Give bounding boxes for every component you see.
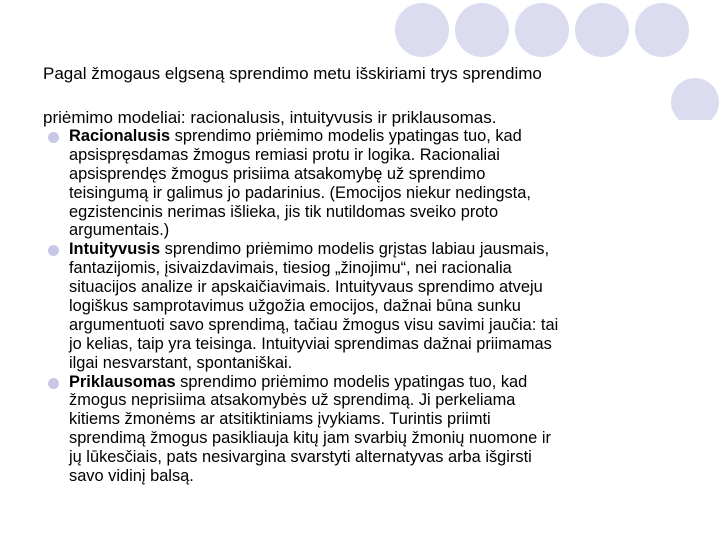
bullet-line: teisingumą ir galimus jo padarinius. (Emocijos niekur nedingsta, bbox=[69, 183, 531, 202]
bullet-list bbox=[48, 127, 678, 486]
decorative-circle bbox=[671, 78, 719, 120]
decorative-circle bbox=[635, 3, 689, 57]
bullet-line: žmogus neprisiima atsakomybės už sprendimą. Ji perkeliama bbox=[69, 391, 516, 410]
bullet-line: argumentais.) bbox=[69, 221, 170, 240]
bullet-text: sprendimo priėmimo modelis grįstas labiau jausmais, bbox=[160, 240, 550, 259]
bullet-dot-icon bbox=[48, 132, 59, 143]
decorative-circle bbox=[395, 3, 449, 57]
bullet-line: apsispręsdamas žmogus remiasi protu ir logika. Racionaliai bbox=[69, 145, 500, 164]
bullet-item-intuityvusis bbox=[48, 240, 678, 372]
bullet-line: situacijos analize ir apskaičiavimais. Intuityvaus sprendimo atveju bbox=[69, 278, 543, 297]
bullet-dot-icon bbox=[48, 245, 59, 256]
heading-line: Pagal žmogaus elgseną sprendimo metu išskiriami trys sprendimo bbox=[43, 64, 542, 83]
bullet-term: Intuityvusis bbox=[69, 240, 161, 259]
bullet-line: sprendimą žmogus pasikliauja kitų jam svarbių žmonių nuomone ir bbox=[69, 429, 551, 448]
bullet-line bbox=[69, 373, 678, 392]
bullet-term: Racionalusis bbox=[69, 127, 171, 145]
bullet-item-racionalusis bbox=[48, 127, 678, 240]
bullet-line bbox=[69, 240, 678, 259]
bullet-line: savo vidinį balsą. bbox=[69, 467, 194, 486]
bullet-line: ilgai nesvarstant, spontaniškai. bbox=[69, 353, 293, 372]
heading-line: priėmimo modeliai: racionalusis, intuityvusis ir priklausomas. bbox=[43, 108, 497, 127]
decorative-circle bbox=[575, 3, 629, 57]
decorative-circle bbox=[455, 3, 509, 57]
bullet-dot-icon bbox=[48, 378, 59, 389]
bullet-line: apsisprendęs žmogus prisiima atsakomybę už sprendimo bbox=[69, 164, 486, 183]
bullet-term: Priklausomas bbox=[69, 372, 176, 391]
bullet-line: jo kelias, taip yra teisinga. Intuityviai sprendimas dažnai priimamas bbox=[69, 334, 552, 353]
bullet-line: egzistencinis nerimas išlieka, jis tik nutildomas sveiko proto bbox=[69, 202, 499, 221]
bullet-text: sprendimo priėmimo modelis ypatingas tuo, kad bbox=[170, 127, 522, 145]
bullet-line: kitiems žmonėms ar atsitiktiniams įvykiams. Turintis priimti bbox=[69, 410, 491, 429]
bullet-text: sprendimo priėmimo modelis ypatingas tuo, kad bbox=[175, 372, 528, 391]
bullet-line: jų lūkesčiais, pats nesivargina svarstyti alternatyvas arba išgirsti bbox=[69, 448, 532, 467]
bullet-line: logiškus samprotavimus užgožia emocijos, dažnai būna sunku bbox=[69, 297, 521, 316]
bullet-line bbox=[69, 127, 678, 146]
bullet-item-priklausomas bbox=[48, 373, 678, 486]
decorative-circle bbox=[515, 3, 569, 57]
bullet-line: fantazijomis, įsivaizdavimais, tiesiog „žinojimu“, nei racionalia bbox=[69, 259, 512, 278]
bullet-line: argumentuoti savo sprendimą, tačiau žmogus visu savimi jaučia: tai bbox=[69, 315, 559, 334]
